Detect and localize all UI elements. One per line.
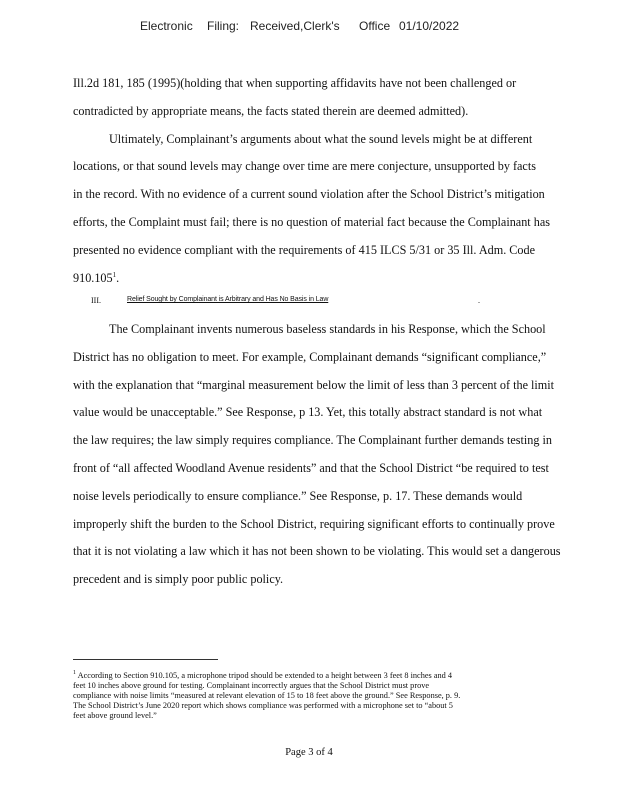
text-line: precedent and is simply poor public policy. xyxy=(73,572,284,587)
text-line: improperly shift the burden to the School District, requiring significant efforts to continually prove xyxy=(73,516,555,531)
footnote xyxy=(73,668,553,721)
text-line: contradicted by appropriate means, the facts stated therein are deemed admitted). xyxy=(73,103,469,118)
page-number: Page 3 of 4 xyxy=(285,747,333,758)
text-line: noise levels periodically to ensure compliance.” See Response, p. 17. These demands would xyxy=(73,488,523,503)
header-electronic: Electronic xyxy=(140,19,193,33)
section-number: III. xyxy=(91,296,101,305)
footnote-line: feet above ground level.” xyxy=(73,710,157,720)
body-paragraphs-1 xyxy=(73,70,618,292)
text-line: in the record. With no evidence of a current sound violation after the School District’s mitigation xyxy=(73,187,545,202)
header-received: Received,Clerk's xyxy=(250,19,340,33)
text-line: the law requires; the law simply requires compliance. The Complainant further demands testing in xyxy=(73,433,553,448)
footnote-line: The School District’s June 2020 report which shows compliance was performed with a microphone set to “about 5 xyxy=(73,700,453,710)
header-office: Office xyxy=(359,19,391,33)
footnote-text: According to Section 910.105, a microphone tripod should be extended to a height between 3 feet 8 inches and 4 xyxy=(77,670,453,680)
text-line: efforts, the Complaint must fail; there is no question of material fact because the Complainant has xyxy=(73,214,550,229)
section-title: Relief Sought by Complainant is Arbitrary and Has No Basis in Law xyxy=(127,296,329,303)
text-line: locations, or that sound levels may change over time are mere conjecture, unsupported by facts xyxy=(73,159,536,174)
section-heading-period: . xyxy=(478,296,480,305)
footnote-line xyxy=(73,668,553,681)
text-line: Ultimately, Complainant’s arguments about what the sound levels might be at different xyxy=(109,131,533,146)
text-line: District has no obligation to meet. For example, Complainant demands “significant compliance,” xyxy=(73,349,547,364)
text-line: that it is not violating a law which it has not been shown to be violating. This would set a dangerous xyxy=(73,544,561,559)
text-fragment: 910.105 xyxy=(73,270,113,285)
text-line: front of “all affected Woodland Avenue residents” and that the School District “be required to test xyxy=(73,460,549,475)
text-line: with the explanation that “marginal measurement below the limit of less than 3 percent of the limit xyxy=(73,377,555,392)
text-line-with-footnote: 910.105$^1$. xyxy=(73,270,120,285)
text-line: The Complainant invents numerous baseless standards in his Response, which the School xyxy=(109,322,546,336)
footnote-divider xyxy=(73,659,218,660)
body-paragraphs-2 xyxy=(73,316,618,594)
text-line: value would be unacceptable.” See Response, p 13. Yet, this totally abstract standard is not what xyxy=(73,405,543,420)
footnote-marker: 1 xyxy=(73,670,76,676)
footnote-line: feet 10 inches above ground for testing. Complainant incorrectly argues that the School District must prove xyxy=(73,680,430,690)
footnote-line: compliance with noise limits “measured at relevant elevation of 15 to 18 feet above the ground.” See Response, p. 9. xyxy=(73,690,461,700)
text-line: Ill.2d 181, 185 (1995)(holding that when supporting affidavits have not been challenged or xyxy=(73,76,517,90)
footnote-reference: 1 xyxy=(112,270,117,279)
text-line: presented no evidence compliant with the requirements of 415 ILCS 5/31 or 35 Ill. Adm. Code xyxy=(73,242,536,257)
header-filing: Filing: xyxy=(207,19,240,33)
header-date: 01/10/2022 xyxy=(399,19,460,33)
